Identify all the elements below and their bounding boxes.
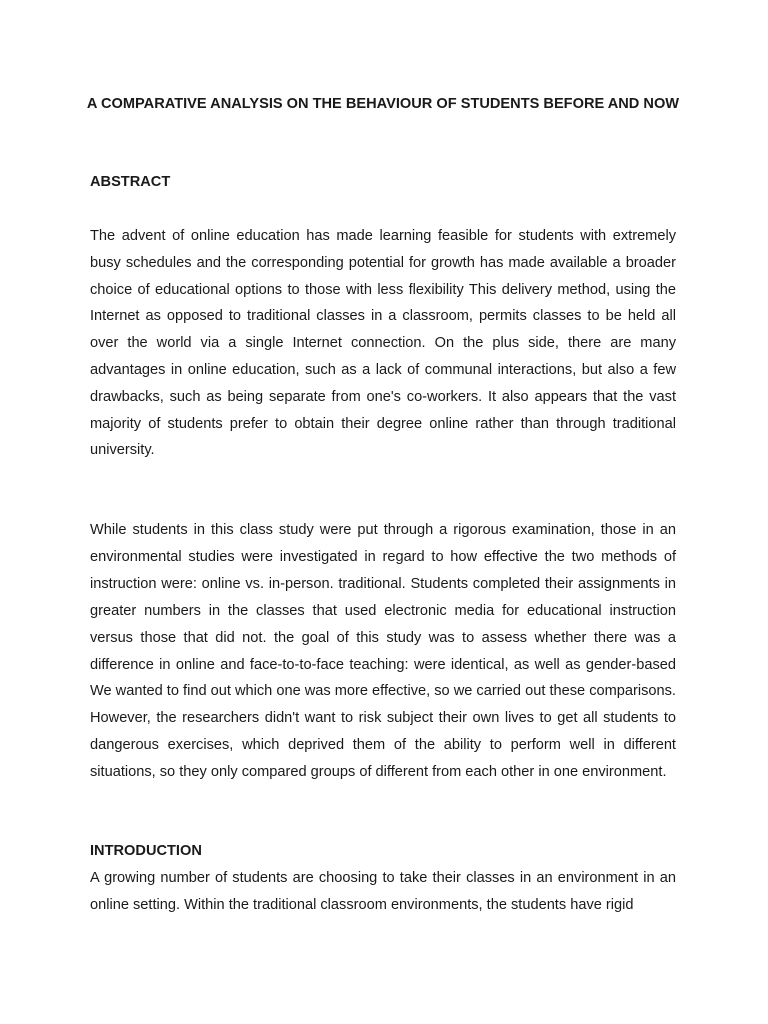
- abstract-paragraph-2: While students in this class study were put through a rigorous examination, those in an environmental studies were investigated in regard to how effective the two methods of instruction were: online vs. in-person. traditional. Students completed their assignments in greater numbers in the classes that used electronic media for educational instruction versus those that did not. the goal of this study was to assess whether there was a difference in online and face-to-to-face teaching: were identical, as well as gender-based We wanted to find out which one was more effective, so we carried out these comparisons. However, the researchers didn't want to risk subject their own lives to get all students to dangerous exercises, which deprived them of the ability to perform well in different situations, so they only compared groups of different from each other in one environment.: [90, 522, 676, 781]
- document-page: [86, 0, 680, 1024]
- document-title: A COMPARATIVE ANALYSIS ON THE BEHAVIOUR OF STUDENTS BEFORE AND NOW: [86, 96, 680, 112]
- abstract-heading: ABSTRACT: [90, 174, 171, 190]
- introduction-heading: INTRODUCTION: [90, 843, 202, 859]
- abstract-paragraph-1: The advent of online education has made learning feasible for students with extremely busy schedules and the corresponding potential for growth has made available a broader choice of educational options to those with less flexibility This delivery method, using the Internet as opposed to traditional classes in a classroom, permits classes to be held all over the world via a single Internet connection. On the plus side, there are many advantages in online education, such as a lack of communal interactions, but also a few drawbacks, such as being separate from one's co-workers. It also appears that the vast majority of students prefer to obtain their degree online rather than through traditional university.: [90, 228, 676, 459]
- introduction-paragraph-1: A growing number of students are choosing to take their classes in an environment in an online setting. Within the traditional classroom environments, the students have rigid: [90, 870, 676, 913]
